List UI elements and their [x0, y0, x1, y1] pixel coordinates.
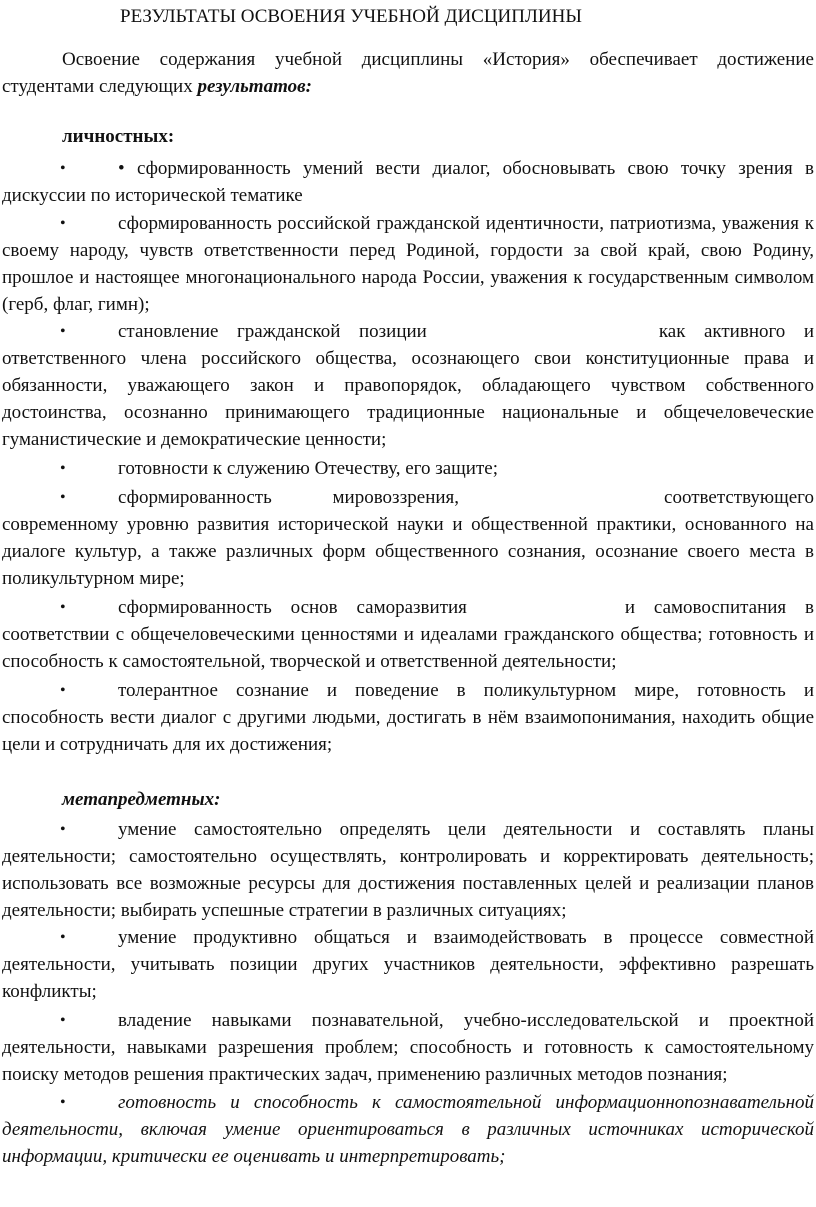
list-item	[2, 484, 814, 592]
bullet-icon: •	[60, 1094, 66, 1111]
bullet-icon: •	[60, 489, 66, 506]
list-item-text: умение самостоятельно определять цели деятельности и составлять планы деятельности; самостоятельно осуществлять, контролировать и корректировать деятельность; использовать все возможные ресурсы для достижения поставленных целей и реализации планов деятельности; выбирать успешные стратегии в различных ситуациях;	[2, 819, 814, 921]
list-item	[2, 677, 814, 758]
list-item	[2, 1007, 814, 1088]
list-item	[2, 318, 814, 453]
list-item	[2, 210, 814, 318]
list-item-text: готовность и способность к самостоятельной информационнопознавательной деятельности, включая умение ориентироваться в различных источниках исторической информации, критически ее оценивать и интерпретировать;	[2, 1092, 814, 1167]
list-item-text: • сформированность умений вести диалог, обосновывать свою точку зрения в дискуссии по исторической тематике	[2, 158, 814, 206]
list-item	[2, 1089, 814, 1170]
list-item-text-part: как активного и ответственного члена российского общества, осознающего свои конституционные права и обязанности, уважающего закон и правопорядок, обладающего чувством собственного достоинства, осознанно принимающего традиционные национальные и общечеловеческие гуманистические и демократические ценности;	[2, 321, 814, 450]
intro-paragraph	[2, 46, 814, 100]
list-item-text-part: сформированность мировоззрения,	[118, 487, 460, 508]
list-item-text-part: и самовоспитания в соответствии с общечеловеческими ценностями и идеалами гражданского общества; готовность и способность к самостоятельной, творческой и ответственной деятельности;	[2, 597, 814, 672]
list-item-text: владение навыками познавательной, учебно-исследовательской и проектной деятельности, навыками разрешения проблем; способность и готовность к самостоятельному поиску методов решения практических задач, применению различных методов познания;	[2, 1010, 814, 1085]
section-heading-personal: личностных:	[62, 126, 175, 147]
list-item	[2, 816, 814, 924]
bullet-icon: •	[60, 160, 66, 177]
list-item-text: готовности к служению Отечеству, его защите;	[118, 458, 498, 479]
list-item	[2, 455, 814, 482]
intro-text: Освоение содержания учебной дисциплины «История» обеспечивает достижение студентами следующих	[2, 49, 814, 97]
list-item-text-part: становление гражданской позиции	[118, 321, 427, 342]
bullet-icon: •	[60, 929, 66, 946]
bullet-icon: •	[60, 215, 66, 232]
list-item-text	[2, 594, 814, 675]
list-item	[2, 924, 814, 1005]
bullet-icon: •	[60, 682, 66, 699]
list-item-text: умение продуктивно общаться и взаимодействовать в процессе совместной деятельности, учитывать позиции других участников деятельности, эффективно разрешать конфликты;	[2, 927, 814, 1002]
list-item-text-part: соответствующего современному уровню развития исторической науки и общественной практики, основанного на диалоге культур, а также различных форм общественного сознания, осознание своего места в поликультурном мире;	[2, 487, 814, 589]
page-title: РЕЗУЛЬТАТЫ ОСВОЕНИЯ УЧЕБНОЙ ДИСЦИПЛИНЫ	[120, 6, 582, 27]
list-item-text-part: сформированность основ саморазвития	[118, 597, 467, 618]
bullet-icon: •	[60, 599, 66, 616]
list-item-text	[2, 318, 814, 453]
bullet-icon: •	[60, 821, 66, 838]
intro-emphasis: результатов:	[197, 76, 312, 97]
list-item-text	[2, 484, 814, 592]
section-heading-meta: метапредметных:	[62, 789, 221, 810]
list-item	[2, 155, 814, 209]
list-item-text: сформированность российской гражданской идентичности, патриотизма, уважения к своему народу, чувств ответственности перед Родиной, гордости за свой край, свою Родину, прошлое и настоящее многонационального народа России, уважения к государственным символом (герб, флаг, гимн);	[2, 213, 814, 315]
bullet-icon: •	[60, 460, 66, 477]
bullet-icon: •	[60, 1012, 66, 1029]
bullet-icon: •	[60, 323, 66, 340]
list-item	[2, 594, 814, 675]
list-item-text: толерантное сознание и поведение в поликультурном мире, готовность и способность вести диалог с другими людьми, достигать в нём взаимопонимания, находить общие цели и сотрудничать для их достижения;	[2, 680, 814, 755]
